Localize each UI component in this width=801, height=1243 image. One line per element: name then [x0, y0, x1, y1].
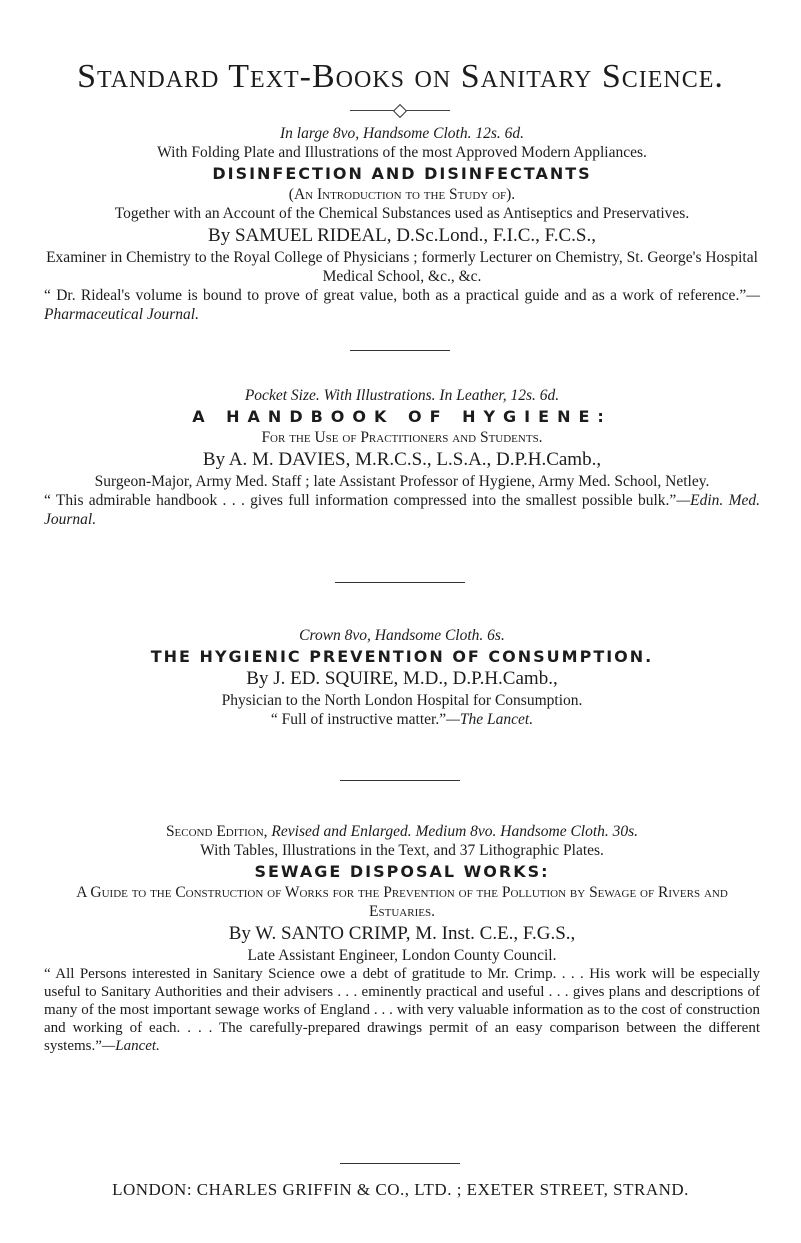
- review-source: —The Lancet.: [446, 711, 534, 728]
- book-format: Crown 8vo, Handsome Cloth. 6s.: [299, 627, 505, 644]
- book-format: In large 8vo, Handsome Cloth. 12s. 6d.: [280, 125, 524, 142]
- book-review: [44, 491, 760, 529]
- book-author: By A. M. DAVIES, M.R.C.S., L.S.A., D.P.H.Camb.,: [202, 449, 602, 470]
- book-format: Revised and Enlarged. Medium 8vo. Handsome Cloth. 30s.: [271, 823, 639, 840]
- book-title: A HANDBOOK OF HYGIENE:: [192, 407, 612, 426]
- book-format: Pocket Size. With Illustrations. In Leather, 12s. 6d.: [244, 387, 560, 404]
- book-subtitle: With Folding Plate and Illustrations of the most Approved Modern Appliances.: [157, 144, 647, 161]
- edition-label: Second Edition,: [165, 823, 268, 840]
- section-divider: [335, 582, 465, 583]
- book-title: THE HYGIENIC PREVENTION OF CONSUMPTION.: [150, 647, 654, 666]
- review-source: —Pharmaceutical Journal.: [44, 287, 760, 323]
- review-source: —Edin. Med. Journal.: [44, 492, 761, 528]
- review-text: “ This admirable handbook . . . gives full information compressed into the smallest possible bulk.”: [44, 492, 677, 509]
- book-format-line: [44, 822, 760, 841]
- book-review: [44, 710, 760, 729]
- book-description: A Guide to the Construction of Works for the Prevention of the Pollution by Sewage of Rivers and Estuaries.: [76, 884, 728, 920]
- book-entry-consumption: [44, 626, 760, 729]
- book-description: Together with an Account of the Chemical Substances used as Antiseptics and Preservatives.: [114, 205, 690, 222]
- book-entry-sewage: [44, 822, 760, 1055]
- book-author: By W. SANTO CRIMP, M. Inst. C.E., F.G.S.,: [228, 923, 576, 944]
- page-title: Standard Text-Books on Sanitary Science.: [77, 58, 724, 95]
- publisher-imprint: LONDON: CHARLES GRIFFIN & CO., LTD. ; EXETER STREET, STRAND.: [112, 1180, 689, 1199]
- book-title: DISINFECTION AND DISINFECTANTS: [212, 164, 592, 183]
- review-text: “ Full of instructive matter.”: [270, 711, 447, 728]
- section-divider: [340, 1163, 460, 1164]
- book-title-note: (An Introduction to the Study of).: [288, 186, 516, 203]
- review-source: —Lancet.: [101, 1038, 160, 1054]
- book-subtitle: For the Use of Practitioners and Students.: [261, 429, 543, 446]
- book-entry-disinfection: [44, 124, 760, 324]
- author-credentials: Examiner in Chemistry to the Royal College of Physicians ; formerly Lecturer on Chemistry, St. George's Hospital Medical School, &c., &c.: [46, 249, 758, 285]
- review-text: “ All Persons interested in Sanitary Science owe a debt of gratitude to Mr. Crimp. . . . His work will be especially useful to Sanitary Authorities and their advisers . . . eminently practical and useful . . . gives plans and descriptions of many of the most important sewage works of England . . . with very valuable information as to the cost of construction and working of each. . . . The carefully-prepared drawings permit of an easy comparison between the different systems.”: [44, 966, 760, 1054]
- author-credentials: Surgeon-Major, Army Med. Staff ; late Assistant Professor of Hygiene, Army Med. School, Netley.: [94, 473, 710, 490]
- book-author: By J. ED. SQUIRE, M.D., D.P.H.Camb.,: [246, 668, 558, 689]
- review-text: “ Dr. Rideal's volume is bound to prove of great value, both as a practical guide and as a work of reference.”: [44, 287, 747, 304]
- book-entry-hygiene: [44, 386, 760, 529]
- book-author: By SAMUEL RIDEAL, D.Sc.Lond., F.I.C., F.C.S.,: [208, 225, 596, 246]
- diamond-icon: [393, 104, 407, 118]
- book-review: [44, 286, 760, 324]
- book-title: SEWAGE DISPOSAL WORKS:: [254, 862, 550, 881]
- section-divider: [340, 780, 460, 781]
- book-subtitle: With Tables, Illustrations in the Text, and 37 Lithographic Plates.: [200, 842, 604, 859]
- author-credentials: Late Assistant Engineer, London County Council.: [247, 947, 557, 964]
- book-review: [44, 965, 760, 1055]
- section-divider: [350, 350, 450, 351]
- author-credentials: Physician to the North London Hospital for Consumption.: [221, 692, 583, 709]
